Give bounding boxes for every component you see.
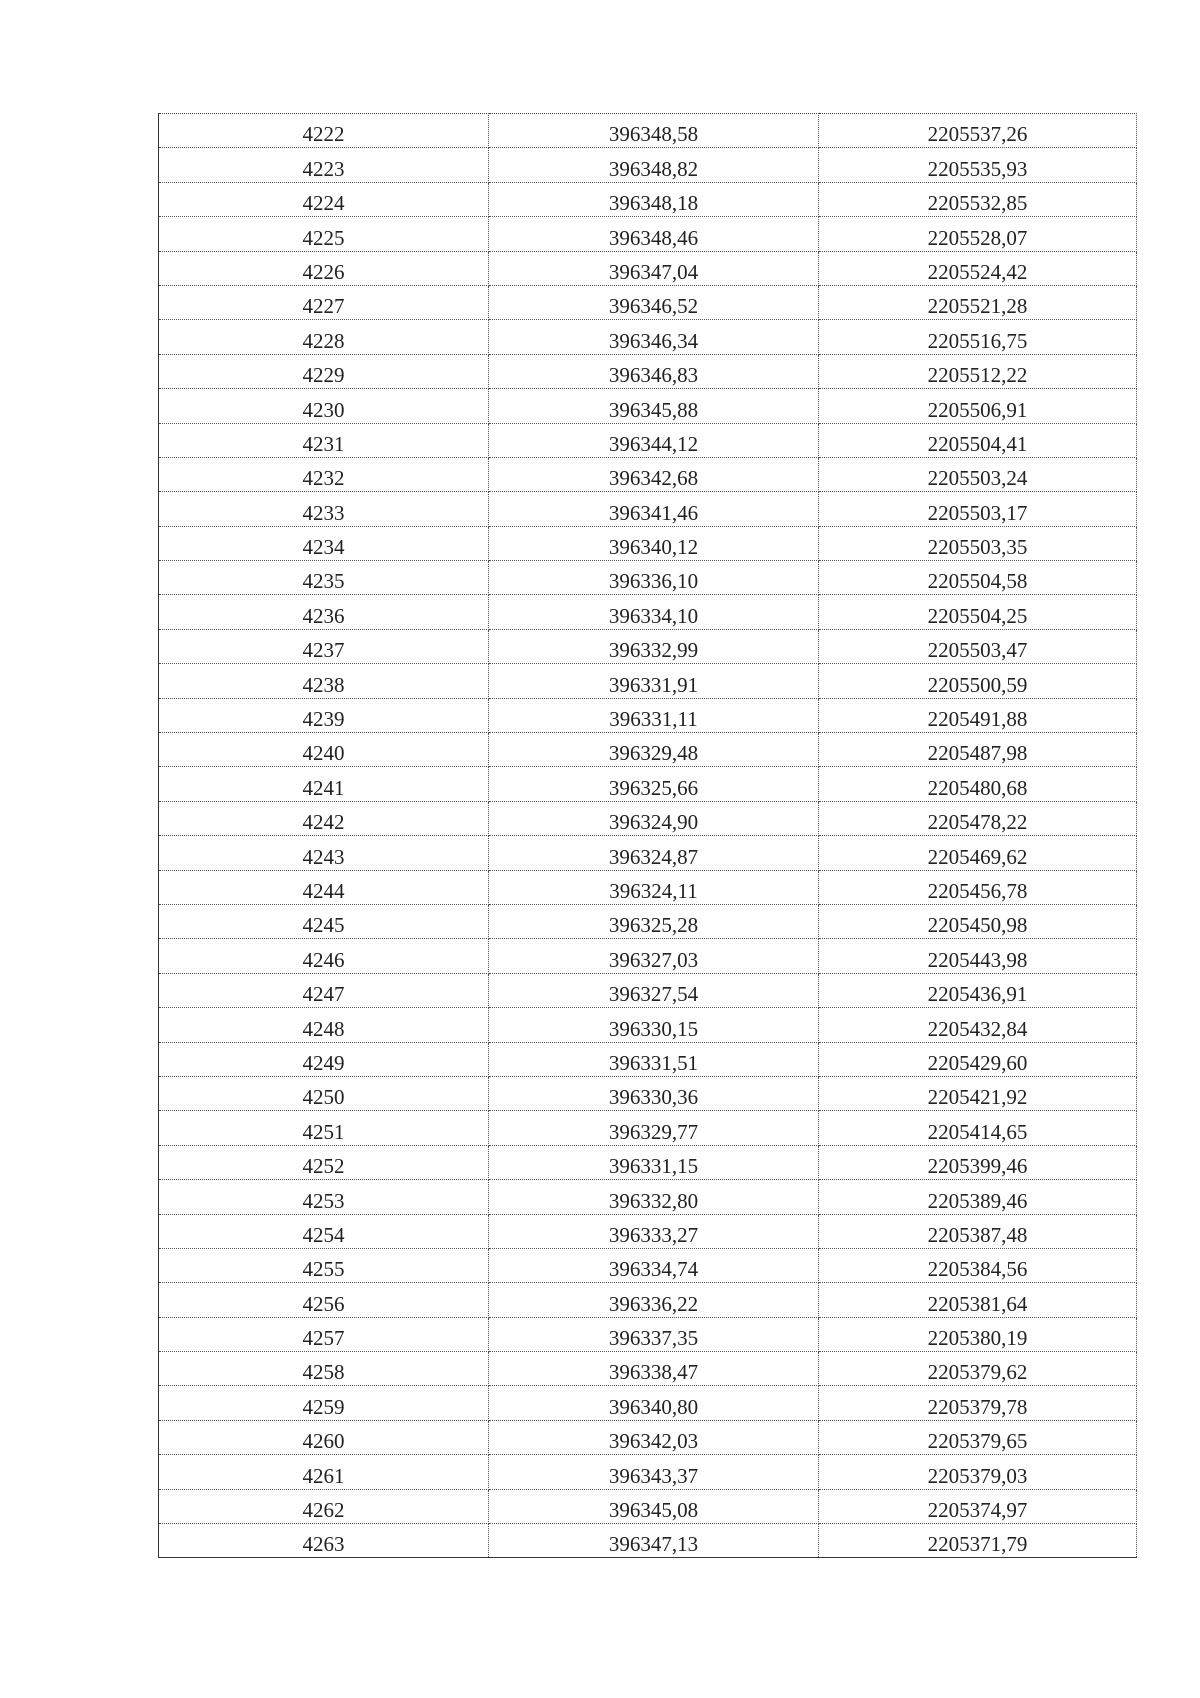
- point-number-cell: 4226: [159, 251, 489, 285]
- table-row: [159, 1524, 1137, 1558]
- y-coordinate-cell: 2205528,07: [819, 217, 1137, 251]
- point-number-cell: 4246: [159, 939, 489, 973]
- x-coordinate-cell: 396340,80: [489, 1386, 819, 1420]
- x-coordinate-cell: 396332,80: [489, 1180, 819, 1214]
- point-number-cell: 4257: [159, 1317, 489, 1351]
- point-number-cell: 4244: [159, 870, 489, 904]
- x-coordinate-cell: 396346,52: [489, 285, 819, 319]
- table-row: [159, 148, 1137, 182]
- x-coordinate-cell: 396348,58: [489, 114, 819, 148]
- table-row: [159, 1455, 1137, 1489]
- y-coordinate-cell: 2205379,62: [819, 1352, 1137, 1386]
- y-coordinate-cell: 2205381,64: [819, 1283, 1137, 1317]
- point-number-cell: 4232: [159, 457, 489, 491]
- x-coordinate-cell: 396347,13: [489, 1524, 819, 1558]
- x-coordinate-cell: 396324,90: [489, 801, 819, 835]
- point-number-cell: 4239: [159, 698, 489, 732]
- table-row: [159, 320, 1137, 354]
- table-row: [159, 492, 1137, 526]
- x-coordinate-cell: 396336,22: [489, 1283, 819, 1317]
- table-row: [159, 285, 1137, 319]
- point-number-cell: 4235: [159, 561, 489, 595]
- y-coordinate-cell: 2205436,91: [819, 973, 1137, 1007]
- point-number-cell: 4254: [159, 1214, 489, 1248]
- point-number-cell: 4229: [159, 354, 489, 388]
- y-coordinate-cell: 2205478,22: [819, 801, 1137, 835]
- y-coordinate-cell: 2205379,65: [819, 1420, 1137, 1454]
- y-coordinate-cell: 2205503,24: [819, 457, 1137, 491]
- x-coordinate-cell: 396324,87: [489, 836, 819, 870]
- y-coordinate-cell: 2205506,91: [819, 389, 1137, 423]
- table-row: [159, 629, 1137, 663]
- point-number-cell: 4233: [159, 492, 489, 526]
- x-coordinate-cell: 396324,11: [489, 870, 819, 904]
- x-coordinate-cell: 396327,54: [489, 973, 819, 1007]
- point-number-cell: 4223: [159, 148, 489, 182]
- x-coordinate-cell: 396348,18: [489, 182, 819, 216]
- y-coordinate-cell: 2205535,93: [819, 148, 1137, 182]
- table-row: [159, 1145, 1137, 1179]
- table-row: [159, 1386, 1137, 1420]
- table-row: [159, 1180, 1137, 1214]
- x-coordinate-cell: 396333,27: [489, 1214, 819, 1248]
- table-row: [159, 217, 1137, 251]
- point-number-cell: 4242: [159, 801, 489, 835]
- point-number-cell: 4241: [159, 767, 489, 801]
- point-number-cell: 4260: [159, 1420, 489, 1454]
- y-coordinate-cell: 2205429,60: [819, 1042, 1137, 1076]
- point-number-cell: 4255: [159, 1248, 489, 1282]
- y-coordinate-cell: 2205500,59: [819, 664, 1137, 698]
- table-row: [159, 698, 1137, 732]
- table-row: [159, 251, 1137, 285]
- point-number-cell: 4243: [159, 836, 489, 870]
- point-number-cell: 4261: [159, 1455, 489, 1489]
- table-row: [159, 836, 1137, 870]
- point-number-cell: 4234: [159, 526, 489, 560]
- y-coordinate-cell: 2205379,03: [819, 1455, 1137, 1489]
- y-coordinate-cell: 2205389,46: [819, 1180, 1137, 1214]
- x-coordinate-cell: 396331,91: [489, 664, 819, 698]
- y-coordinate-cell: 2205380,19: [819, 1317, 1137, 1351]
- table-row: [159, 114, 1137, 148]
- table-row: [159, 423, 1137, 457]
- point-number-cell: 4228: [159, 320, 489, 354]
- table-row: [159, 973, 1137, 1007]
- x-coordinate-cell: 396347,04: [489, 251, 819, 285]
- y-coordinate-cell: 2205450,98: [819, 904, 1137, 938]
- table-row: [159, 182, 1137, 216]
- y-coordinate-cell: 2205503,17: [819, 492, 1137, 526]
- table-row: [159, 1111, 1137, 1145]
- table-row: [159, 389, 1137, 423]
- table-row: [159, 1420, 1137, 1454]
- y-coordinate-cell: 2205524,42: [819, 251, 1137, 285]
- x-coordinate-cell: 396330,15: [489, 1008, 819, 1042]
- y-coordinate-cell: 2205379,78: [819, 1386, 1137, 1420]
- point-number-cell: 4258: [159, 1352, 489, 1386]
- point-number-cell: 4263: [159, 1524, 489, 1558]
- y-coordinate-cell: 2205443,98: [819, 939, 1137, 973]
- x-coordinate-cell: 396331,15: [489, 1145, 819, 1179]
- x-coordinate-cell: 396345,88: [489, 389, 819, 423]
- point-number-cell: 4256: [159, 1283, 489, 1317]
- point-number-cell: 4253: [159, 1180, 489, 1214]
- x-coordinate-cell: 396329,48: [489, 733, 819, 767]
- y-coordinate-cell: 2205512,22: [819, 354, 1137, 388]
- x-coordinate-cell: 396342,03: [489, 1420, 819, 1454]
- x-coordinate-cell: 396334,74: [489, 1248, 819, 1282]
- x-coordinate-cell: 396340,12: [489, 526, 819, 560]
- table-row: [159, 767, 1137, 801]
- x-coordinate-cell: 396346,83: [489, 354, 819, 388]
- y-coordinate-cell: 2205469,62: [819, 836, 1137, 870]
- y-coordinate-cell: 2205532,85: [819, 182, 1137, 216]
- table-row: [159, 1489, 1137, 1523]
- point-number-cell: 4262: [159, 1489, 489, 1523]
- x-coordinate-cell: 396344,12: [489, 423, 819, 457]
- x-coordinate-cell: 396348,82: [489, 148, 819, 182]
- y-coordinate-cell: 2205432,84: [819, 1008, 1137, 1042]
- x-coordinate-cell: 396331,11: [489, 698, 819, 732]
- x-coordinate-cell: 396325,66: [489, 767, 819, 801]
- table-row: [159, 1214, 1137, 1248]
- y-coordinate-cell: 2205491,88: [819, 698, 1137, 732]
- table-row: [159, 664, 1137, 698]
- table-row: [159, 1008, 1137, 1042]
- x-coordinate-cell: 396334,10: [489, 595, 819, 629]
- table-row: [159, 1248, 1137, 1282]
- point-number-cell: 4259: [159, 1386, 489, 1420]
- point-number-cell: 4248: [159, 1008, 489, 1042]
- y-coordinate-cell: 2205504,41: [819, 423, 1137, 457]
- table-row: [159, 939, 1137, 973]
- y-coordinate-cell: 2205503,35: [819, 526, 1137, 560]
- y-coordinate-cell: 2205504,25: [819, 595, 1137, 629]
- y-coordinate-cell: 2205387,48: [819, 1214, 1137, 1248]
- x-coordinate-cell: 396342,68: [489, 457, 819, 491]
- y-coordinate-cell: 2205384,56: [819, 1248, 1137, 1282]
- point-number-cell: 4238: [159, 664, 489, 698]
- coordinate-table: [158, 113, 1137, 1558]
- y-coordinate-cell: 2205421,92: [819, 1076, 1137, 1110]
- point-number-cell: 4224: [159, 182, 489, 216]
- x-coordinate-cell: 396332,99: [489, 629, 819, 663]
- table-row: [159, 733, 1137, 767]
- x-coordinate-cell: 396331,51: [489, 1042, 819, 1076]
- table-row: [159, 801, 1137, 835]
- point-number-cell: 4240: [159, 733, 489, 767]
- y-coordinate-cell: 2205414,65: [819, 1111, 1137, 1145]
- point-number-cell: 4252: [159, 1145, 489, 1179]
- x-coordinate-cell: 396345,08: [489, 1489, 819, 1523]
- point-number-cell: 4227: [159, 285, 489, 319]
- table-row: [159, 1042, 1137, 1076]
- y-coordinate-cell: 2205504,58: [819, 561, 1137, 595]
- x-coordinate-cell: 396329,77: [489, 1111, 819, 1145]
- table-row: [159, 457, 1137, 491]
- point-number-cell: 4230: [159, 389, 489, 423]
- x-coordinate-cell: 396327,03: [489, 939, 819, 973]
- x-coordinate-cell: 396346,34: [489, 320, 819, 354]
- point-number-cell: 4237: [159, 629, 489, 663]
- point-number-cell: 4250: [159, 1076, 489, 1110]
- table-row: [159, 870, 1137, 904]
- point-number-cell: 4231: [159, 423, 489, 457]
- point-number-cell: 4222: [159, 114, 489, 148]
- y-coordinate-cell: 2205399,46: [819, 1145, 1137, 1179]
- point-number-cell: 4236: [159, 595, 489, 629]
- y-coordinate-cell: 2205480,68: [819, 767, 1137, 801]
- y-coordinate-cell: 2205516,75: [819, 320, 1137, 354]
- table-row: [159, 595, 1137, 629]
- point-number-cell: 4247: [159, 973, 489, 1007]
- y-coordinate-cell: 2205521,28: [819, 285, 1137, 319]
- x-coordinate-cell: 396338,47: [489, 1352, 819, 1386]
- point-number-cell: 4245: [159, 904, 489, 938]
- x-coordinate-cell: 396330,36: [489, 1076, 819, 1110]
- x-coordinate-cell: 396343,37: [489, 1455, 819, 1489]
- y-coordinate-cell: 2205487,98: [819, 733, 1137, 767]
- x-coordinate-cell: 396336,10: [489, 561, 819, 595]
- table-row: [159, 1317, 1137, 1351]
- x-coordinate-cell: 396341,46: [489, 492, 819, 526]
- coordinate-table-body: [159, 114, 1137, 1558]
- y-coordinate-cell: 2205374,97: [819, 1489, 1137, 1523]
- point-number-cell: 4251: [159, 1111, 489, 1145]
- y-coordinate-cell: 2205537,26: [819, 114, 1137, 148]
- table-row: [159, 904, 1137, 938]
- table-row: [159, 1076, 1137, 1110]
- y-coordinate-cell: 2205371,79: [819, 1524, 1137, 1558]
- point-number-cell: 4225: [159, 217, 489, 251]
- x-coordinate-cell: 396337,35: [489, 1317, 819, 1351]
- table-row: [159, 354, 1137, 388]
- x-coordinate-cell: 396325,28: [489, 904, 819, 938]
- y-coordinate-cell: 2205503,47: [819, 629, 1137, 663]
- point-number-cell: 4249: [159, 1042, 489, 1076]
- table-row: [159, 1283, 1137, 1317]
- table-row: [159, 1352, 1137, 1386]
- x-coordinate-cell: 396348,46: [489, 217, 819, 251]
- table-row: [159, 526, 1137, 560]
- table-row: [159, 561, 1137, 595]
- y-coordinate-cell: 2205456,78: [819, 870, 1137, 904]
